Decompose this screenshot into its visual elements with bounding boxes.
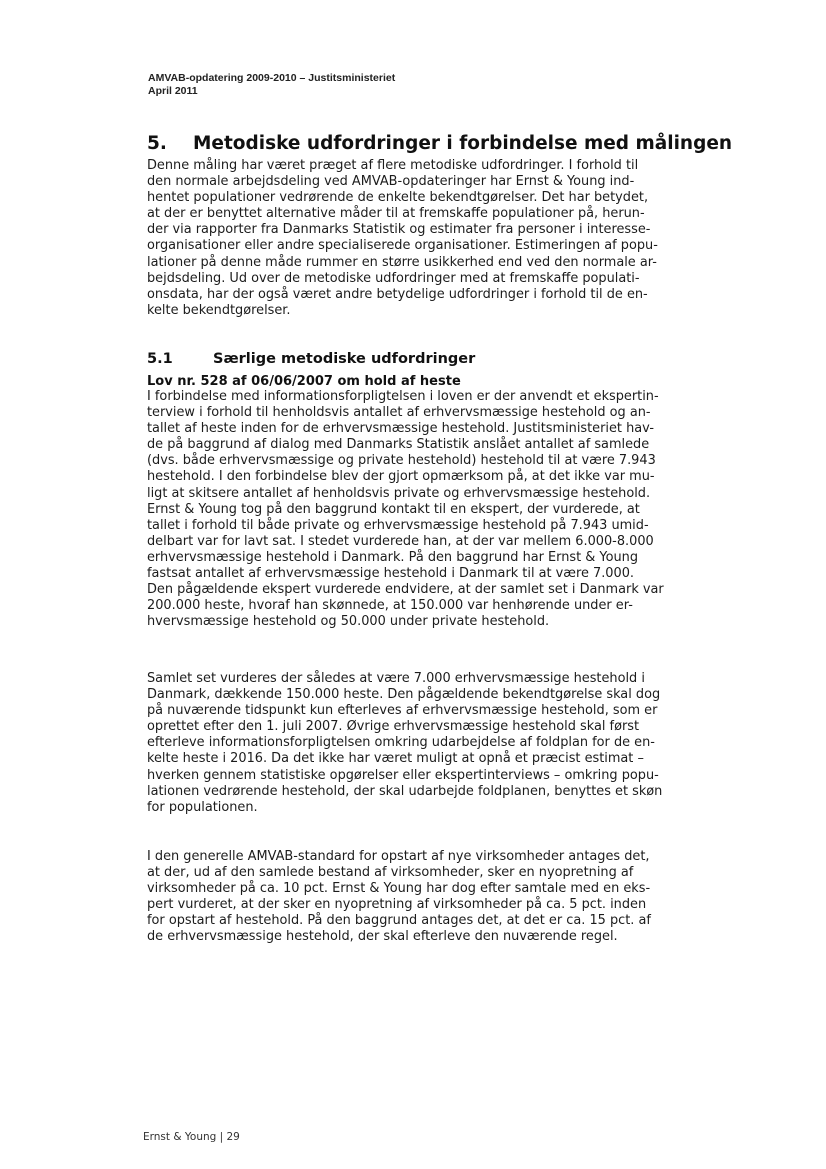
text-line: bejdsdeling. Ud over de metodiske udfordringer med at fremskaffe populati- (147, 270, 640, 286)
paragraph-population-estimate (147, 671, 662, 816)
text-line: 200.000 heste, hvoraf han skønnede, at 150.000 var henhørende under er- (147, 598, 633, 614)
text-line: I forbindelse med informationsforpligtelsen i loven er der anvendt et ekspertin- (147, 389, 659, 404)
subsection-number: 5.1 (147, 351, 173, 367)
text-line: delbart var for lavt sat. I stedet vurderede han, at der var mellem 6.000-8.000 (147, 533, 654, 549)
text-line: virksomheder på ca. 10 pct. Ernst & Young har dog efter samtale med en eks- (147, 881, 651, 897)
text-line: efterleve informationsforpligtelsen omkring udarbejdelse af foldplan for de en- (147, 735, 655, 751)
subsection-heading (147, 349, 475, 369)
section-heading (147, 132, 732, 156)
text-line: Ernst & Young tog på den baggrund kontakt til en ekspert, der vurderede, at (147, 501, 640, 517)
text-line: Samlet set vurderes der således at være 7.000 erhvervsmæssige hestehold i (147, 671, 645, 686)
text-line: lationer på denne måde rummer en større usikkerhed end ved den normale ar- (147, 254, 657, 270)
text-line: Denne måling har været præget af flere metodiske udfordringer. I forhold til (147, 158, 639, 173)
text-line: ligt at skitsere antallet af henholdsvis private og erhvervsmæssige hestehold. (147, 485, 651, 501)
text-line: de på baggrund af dialog med Danmarks Statistik anslået antallet af samlede (147, 437, 650, 453)
header-title: AMVAB-opdatering 2009-2010 – Justitsministeriet (148, 72, 396, 84)
page-footer: Ernst & Young | 29 (143, 1131, 240, 1143)
text-line: (dvs. både erhvervsmæssige og private hestehold) hestehold til at være 7.943 (147, 453, 656, 469)
text-line: hentet populationer vedrørende de enkelte bekendtgørelser. Det har betydet, (147, 190, 649, 206)
text-line: kelte heste i 2016. Da det ikke har været muligt at opnå et præcist estimat – (147, 751, 644, 767)
text-line: pert vurderet, at der sker en nyopretning af virksomheder på ca. 5 pct. inden (147, 897, 647, 913)
text-line: onsdata, har der også været andre betydelige udfordringer i forhold til de en- (147, 286, 648, 302)
text-line: de erhvervsmæssige hestehold, der skal efterleve den nuværende regel. (147, 929, 618, 945)
paragraph-horse-expert (147, 389, 664, 630)
text-line: at der er benyttet alternative måder til at fremskaffe populationer på, herun- (147, 206, 645, 222)
text-line: Danmark, dækkende 150.000 heste. Den pågældende bekendtgørelse skal dog (147, 687, 661, 703)
text-line: hestehold. I den forbindelse blev der gjort opmærksom på, at det ikke var mu- (147, 469, 655, 485)
header-date: April 2011 (148, 85, 198, 97)
text-line: erhvervsmæssige hestehold i Danmark. På den baggrund har Ernst & Young (147, 549, 639, 565)
law-heading: Lov nr. 528 af 06/06/2007 om hold af heste (147, 374, 461, 389)
text-line: terview i forhold til henholdsvis antallet af erhvervsmæssige hestehold og an- (147, 405, 651, 421)
text-line: Den pågældende ekspert vurderede endvidere, at der samlet set i Danmark var (147, 582, 664, 598)
text-line: hvervsmæssige hestehold og 50.000 under private hestehold. (147, 614, 550, 630)
running-header (148, 72, 395, 98)
paragraph-startup-rate (147, 849, 651, 946)
text-line: kelte bekendtgørelser. (147, 302, 291, 318)
subsection-title: Særlige metodiske udfordringer (213, 351, 476, 367)
text-line: den normale arbejdsdeling ved AMVAB-opdateringer har Ernst & Young ind- (147, 174, 635, 190)
section-number: 5. (147, 133, 167, 154)
text-line: organisationer eller andre specialiserede organisationer. Estimeringen af popu- (147, 238, 658, 254)
text-line: for opstart af hestehold. På den baggrund antages det, at det er ca. 15 pct. af (147, 913, 651, 929)
intro-paragraph (147, 158, 658, 319)
text-line: der via rapporter fra Danmarks Statistik og estimater fra personer i interesse- (147, 222, 651, 238)
text-line: på nuværende tidspunkt kun efterleves af erhvervsmæssige hestehold, som er (147, 703, 658, 719)
text-line: I den generelle AMVAB-standard for opstart af nye virksomheder antages det, (147, 849, 650, 864)
text-line: hverken gennem statistiske opgørelser eller ekspertinterviews – omkring popu- (147, 767, 659, 783)
text-line: for populationen. (147, 799, 258, 815)
text-line: at der, ud af den samlede bestand af virksomheder, sker en nyopretning af (147, 865, 634, 881)
text-line: tallet i forhold til både private og erhvervsmæssige hestehold på 7.943 umid- (147, 517, 649, 533)
text-line: oprettet efter den 1. juli 2007. Øvrige erhvervsmæssige hestehold skal først (147, 719, 640, 735)
text-line: lationen vedrørende hestehold, der skal udarbejde foldplanen, benyttes et skøn (147, 783, 663, 799)
section-title: Metodiske udfordringer i forbindelse med målingen (193, 133, 733, 154)
text-line: tallet af heste inden for de erhvervsmæssige hestehold. Justitsministeriet hav- (147, 421, 655, 437)
text-line: fastsat antallet af erhvervsmæssige hestehold i Danmark til at være 7.000. (147, 566, 635, 582)
